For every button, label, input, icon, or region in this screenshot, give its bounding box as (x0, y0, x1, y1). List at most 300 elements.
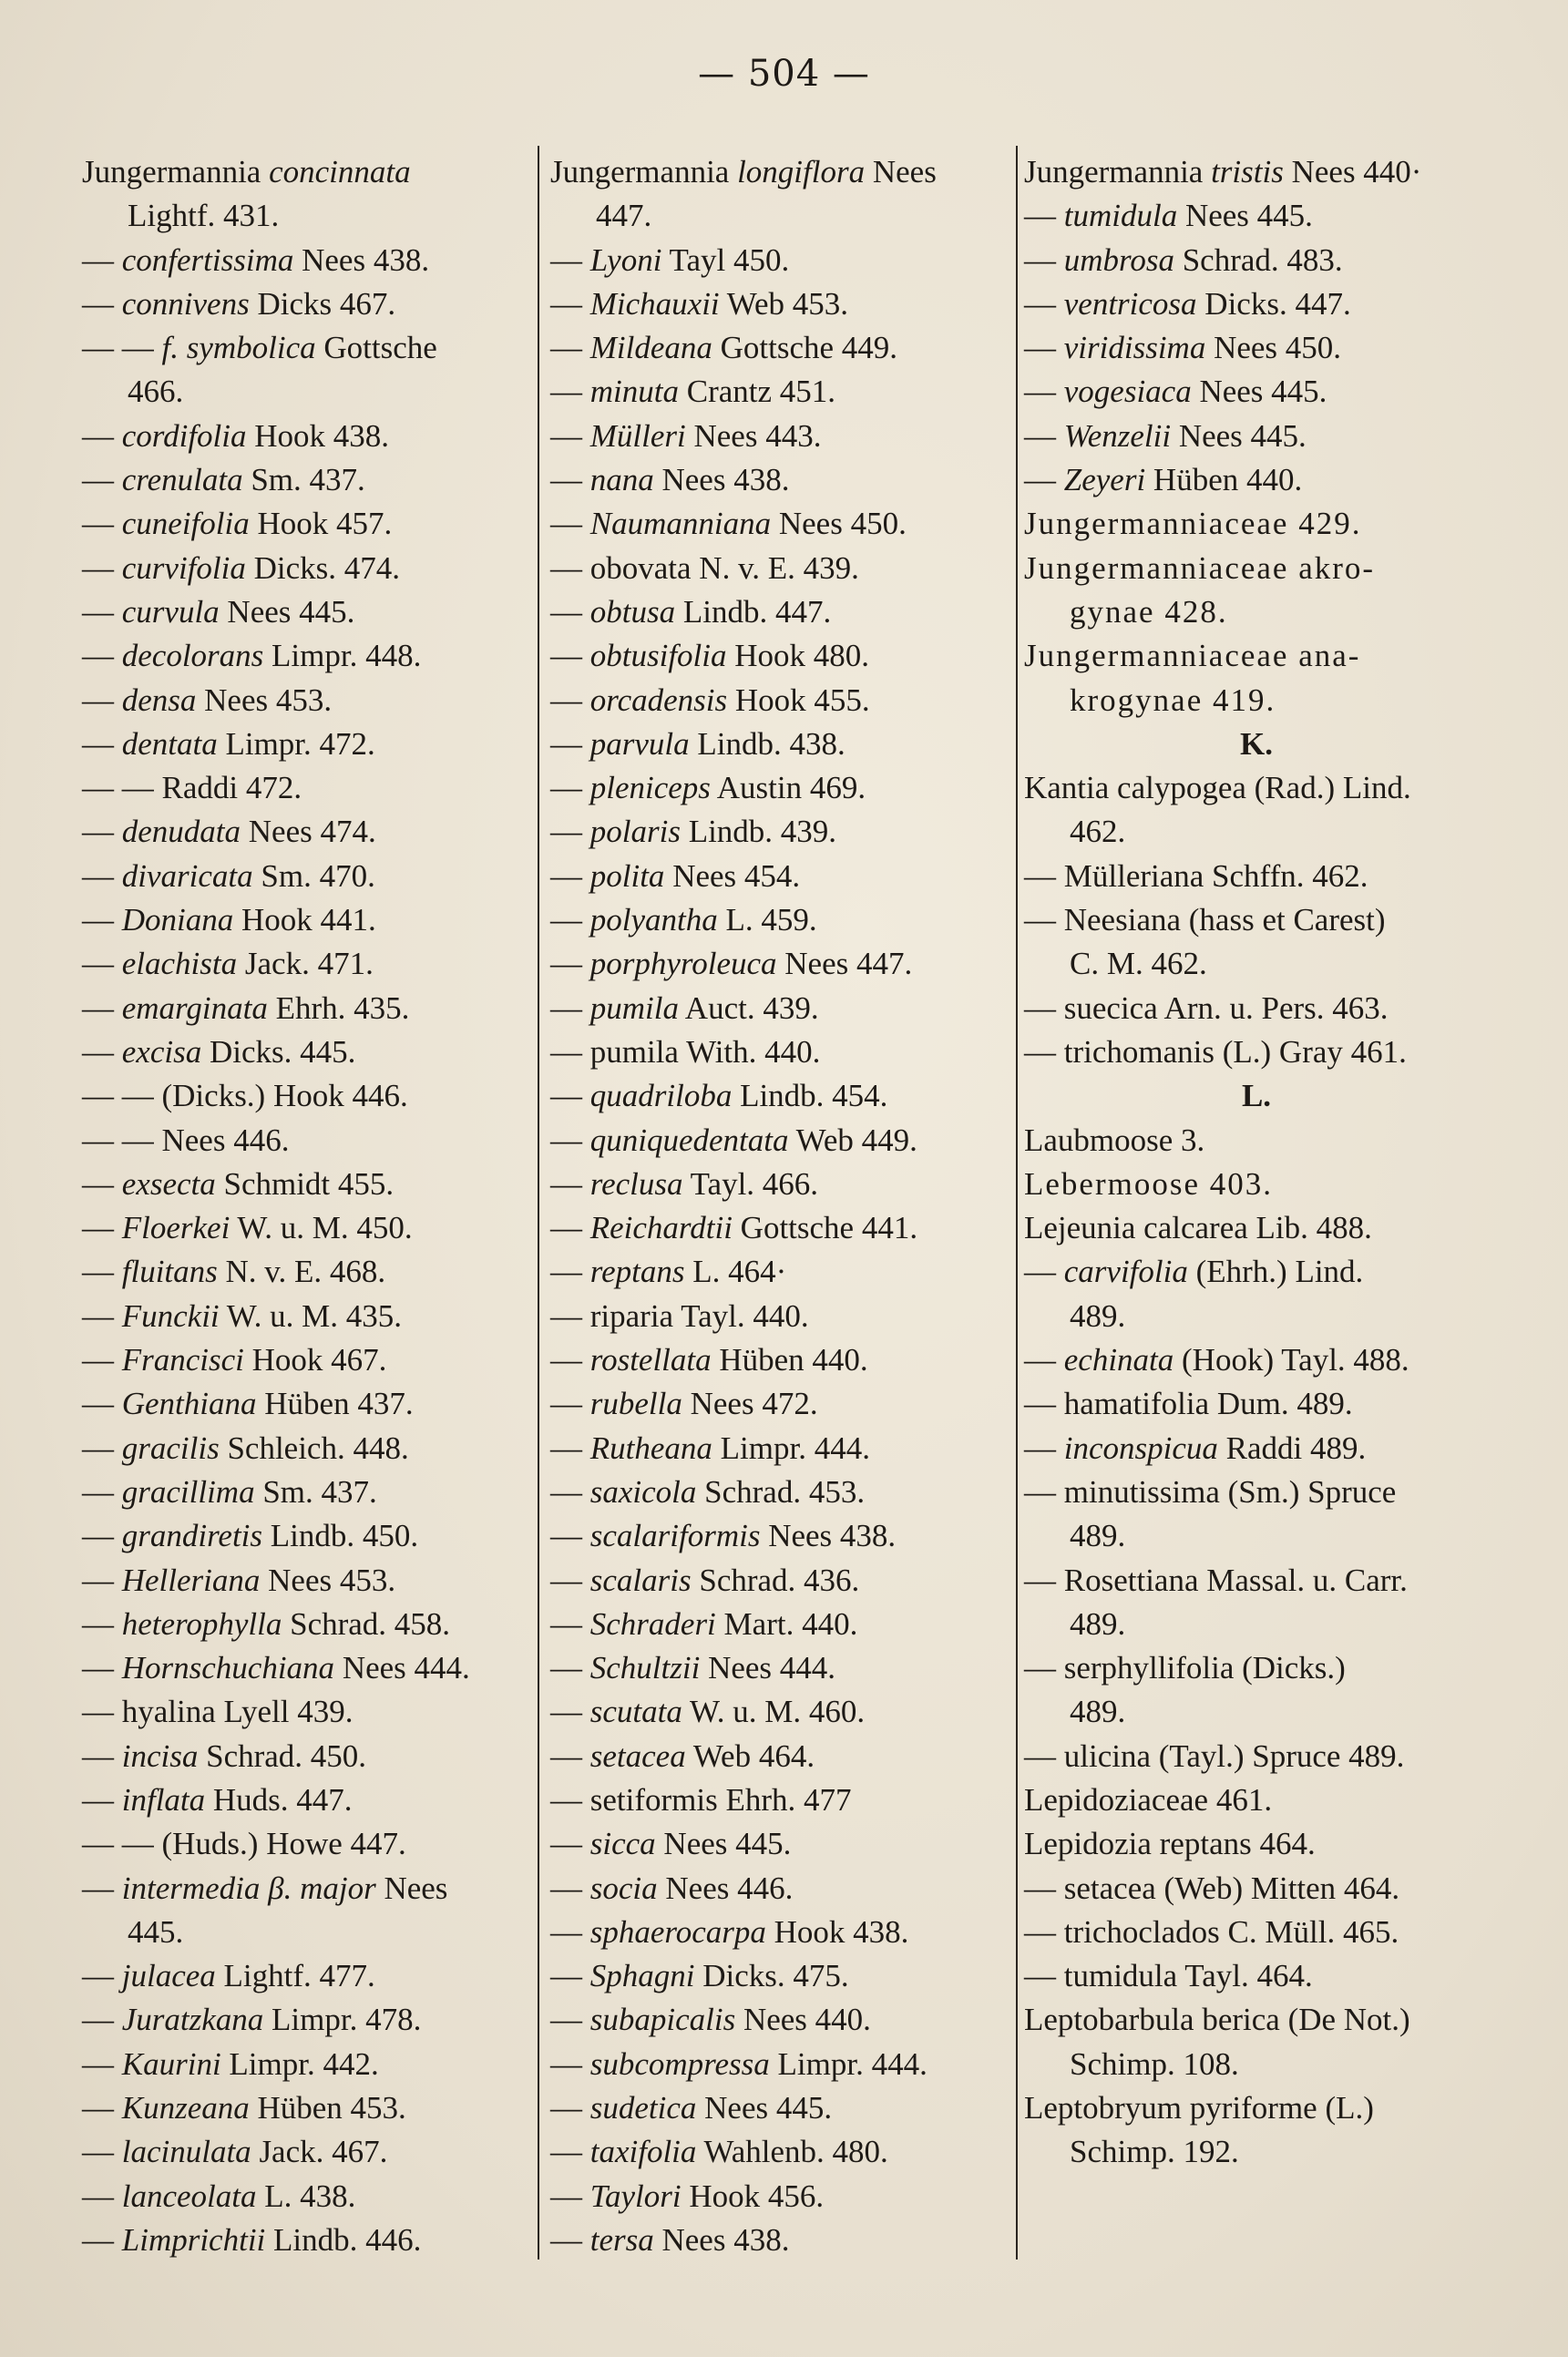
index-entry (550, 1295, 999, 1338)
entry-post: Hüben 440. (1145, 462, 1303, 498)
index-entry (550, 239, 999, 282)
index-entry (1024, 1206, 1489, 1250)
entry-em: Sphagni (589, 1958, 695, 1994)
entry-pre: — (82, 593, 122, 630)
index-entry (1024, 1382, 1489, 1426)
entry-post: L. 464· (684, 1254, 787, 1290)
entry-em: inflata (121, 1781, 206, 1818)
entry-post: Hook 457. (249, 506, 393, 542)
entry-em: crenulata (121, 462, 243, 498)
index-entry (1024, 1471, 1489, 1514)
entry-pre: — (550, 330, 590, 366)
index-entry (550, 1603, 999, 1646)
entry-post: Nees 450. (1205, 330, 1342, 366)
entry-em: emarginata (121, 989, 268, 1026)
entry-pre: — (550, 1210, 590, 1246)
entry-pre: — — Nees 446. (82, 1122, 290, 1158)
index-entry (82, 634, 530, 678)
entry-pre: K. (1240, 725, 1273, 762)
entry-post: Nees 445. (1191, 374, 1327, 410)
index-entry (550, 282, 999, 326)
entry-pre: — (82, 1033, 122, 1070)
entry-pre: Lejeunia calcarea Lib. 488. (1024, 1210, 1372, 1246)
index-entry (82, 1911, 530, 1954)
entry-pre: — (550, 1165, 590, 1202)
entry-pre: — (550, 1342, 590, 1378)
entry-post: Nees 444. (334, 1650, 470, 1686)
entry-post: Hüben 440. (711, 1342, 868, 1378)
entry-post: Tayl 450. (661, 241, 790, 278)
entry-pre: Leptobarbula berica (De Not.) (1024, 2002, 1410, 2038)
index-entry (550, 1735, 999, 1778)
index-entry (550, 1954, 999, 1998)
entry-pre: — (82, 2134, 122, 2170)
index-entry (82, 766, 530, 810)
entry-post: Dicks. 474. (245, 549, 400, 586)
entry-pre: — (82, 506, 122, 542)
entry-pre: 462. (1070, 814, 1126, 850)
entry-pre: — (550, 2002, 590, 2038)
index-entry (82, 1471, 530, 1514)
index-entry (550, 1778, 999, 1822)
entry-pre: — (1024, 1254, 1064, 1290)
entry-post: Nees (865, 154, 937, 190)
index-entry (82, 1382, 530, 1426)
index-entry (550, 502, 999, 546)
entry-em: taxifolia (589, 2134, 697, 2170)
entry-pre: — (550, 1913, 590, 1950)
entry-pre: — serphyllifolia (Dicks.) (1024, 1650, 1346, 1686)
entry-pre: — Rosettiana Massal. u. Carr. (1024, 1562, 1408, 1598)
entry-post: Auct. 439. (678, 989, 819, 1026)
index-entry (550, 2086, 999, 2130)
entry-em: Michauxii (589, 285, 720, 322)
entry-post: Nees 472. (682, 1386, 818, 1422)
entry-em: intermedia β. major (121, 1870, 376, 1906)
index-entry (550, 2130, 999, 2174)
entry-post: Nees 445. (696, 2090, 833, 2126)
index-entry (82, 415, 530, 458)
entry-post: Schrad. 483. (1173, 241, 1343, 278)
entry-pre: — (550, 1605, 590, 1642)
entry-post: Sm. 470. (252, 857, 375, 894)
entry-pre: — (550, 1826, 590, 1862)
index-entry (550, 855, 999, 898)
entry-pre: — minutissima (Sm.) Spruce (1024, 1473, 1397, 1510)
entry-pre: — (550, 1958, 590, 1994)
index-entry (550, 150, 999, 194)
entry-pre: — (550, 681, 590, 718)
index-entry (82, 1822, 530, 1866)
entry-post: Jack. 467. (251, 2134, 388, 2170)
index-entry (82, 2219, 530, 2262)
entry-post: (Ehrh.) Lind. (1187, 1254, 1364, 1290)
index-entry (82, 547, 530, 590)
entry-pre: — (82, 417, 122, 454)
index-entry (82, 810, 530, 854)
index-entry (550, 2175, 999, 2219)
entry-em: elachista (121, 946, 238, 982)
entry-pre: krogynae 419. (1070, 681, 1276, 718)
entry-post: Nees 440. (735, 2002, 871, 2038)
entry-post: Raddi 489. (1217, 1430, 1367, 1466)
entry-em: exsecta (121, 1165, 216, 1202)
entry-post: Hook 438. (246, 417, 390, 454)
entry-em: sicca (589, 1826, 656, 1862)
entry-pre: — (82, 857, 122, 894)
page-number: — 504 — (698, 53, 870, 95)
entry-em: saxicola (589, 1473, 697, 1510)
entry-pre: — (82, 2090, 122, 2126)
index-entry (1024, 1778, 1489, 1822)
index-entry (82, 2086, 530, 2130)
index-entry (550, 1911, 999, 1954)
entry-post: Nees 474. (241, 814, 376, 850)
entry-pre: — (1024, 330, 1064, 366)
index-entry (82, 855, 530, 898)
entry-post: Web 464. (685, 1737, 815, 1774)
entry-post: L. 459. (717, 902, 817, 938)
index-entry (550, 1427, 999, 1471)
entry-pre: gynae 428. (1070, 593, 1228, 630)
entry-post: Nees 446. (657, 1870, 794, 1906)
entry-pre: — (550, 902, 590, 938)
entry-post: Hook 455. (727, 681, 870, 718)
index-entry (1024, 239, 1489, 282)
index-column-1 (82, 150, 530, 2262)
index-entry (1024, 810, 1489, 854)
entry-pre: — (550, 1562, 590, 1598)
entry-em: decolorans (121, 638, 264, 674)
entry-em: lacinulata (121, 2134, 251, 2170)
entry-em: carvifolia (1063, 1254, 1188, 1290)
index-entry (550, 1074, 999, 1118)
entry-em: quniquedentata (589, 1122, 789, 1158)
entry-pre: — (82, 2221, 122, 2258)
index-entry (82, 1295, 530, 1338)
entry-pre: — (82, 1518, 122, 1554)
index-entry (550, 1471, 999, 1514)
index-entry (550, 1338, 999, 1382)
index-column-2 (550, 150, 999, 2262)
index-entry (1024, 547, 1489, 590)
entry-post: Dicks. 445. (201, 1033, 356, 1070)
entry-post: Web 453. (719, 285, 849, 322)
entry-pre: — (82, 1650, 122, 1686)
index-entry (550, 370, 999, 414)
entry-post: W. u. M. 450. (230, 1210, 413, 1246)
entry-post: Nees 438. (760, 1518, 897, 1554)
entry-post: Schmidt 455. (215, 1165, 395, 1202)
entry-pre: Schimp. 192. (1070, 2134, 1239, 2170)
entry-post: Hook 467. (243, 1342, 387, 1378)
index-entry (550, 679, 999, 722)
entry-em: Rutheana (589, 1430, 712, 1466)
entry-pre: — (550, 1650, 590, 1686)
index-entry (82, 150, 530, 194)
entry-post: Dicks. 475. (694, 1958, 849, 1994)
index-entry (1024, 1735, 1489, 1778)
entry-pre: — (82, 241, 122, 278)
index-entry (82, 898, 530, 942)
entry-post: Sm. 437. (254, 1473, 377, 1510)
entry-em: confertissima (121, 241, 294, 278)
entry-em: orcadensis (589, 681, 728, 718)
entry-pre: — (550, 725, 590, 762)
entry-post: Schrad. 458. (282, 1605, 451, 1642)
entry-post: Hook 441. (233, 902, 376, 938)
index-entry (550, 1998, 999, 2042)
entry-pre: Leptobryum pyriforme (L.) (1024, 2090, 1374, 2126)
index-entry (82, 326, 530, 370)
index-entry (550, 766, 999, 810)
entry-post: Ehrh. 435. (267, 989, 410, 1026)
index-entry (1024, 1119, 1489, 1163)
section-heading (1024, 1074, 1489, 1118)
entry-em: Zeyeri (1063, 462, 1146, 498)
entry-em: socia (589, 1870, 658, 1906)
entry-post: Nees 438. (653, 2221, 790, 2258)
entry-pre: — (550, 1694, 590, 1730)
index-entry (550, 1382, 999, 1426)
index-entry (1024, 1822, 1489, 1866)
entry-post: Nees 450. (771, 506, 907, 542)
index-entry (82, 1690, 530, 1734)
entry-em: lanceolata (121, 2178, 257, 2214)
entry-pre: — (82, 1165, 122, 1202)
entry-pre: — (1024, 462, 1064, 498)
entry-pre: Lebermoose 403. (1024, 1165, 1273, 1202)
entry-em: longiflora (737, 154, 866, 190)
index-entry (1024, 1030, 1489, 1074)
entry-pre: — hyalina Lyell 439. (82, 1694, 354, 1730)
index-entry (1024, 942, 1489, 986)
entry-em: divaricata (121, 857, 253, 894)
entry-em: Funckii (121, 1297, 220, 1334)
entry-em: rubella (589, 1386, 682, 1422)
entry-pre: — — (82, 330, 162, 366)
index-entry (82, 1427, 530, 1471)
entry-em: connivens (121, 285, 250, 322)
entry-em: Genthiana (121, 1386, 257, 1422)
entry-em: Kunzeana (121, 2090, 250, 2126)
entry-pre: — (82, 1781, 122, 1818)
entry-pre: — (550, 857, 590, 894)
entry-pre: — (1024, 1342, 1064, 1378)
index-entry (550, 1250, 999, 1294)
entry-em: umbrosa (1063, 241, 1174, 278)
entry-post: Austin 469. (710, 770, 866, 806)
entry-pre: — (550, 1386, 590, 1422)
entry-pre: — (550, 417, 590, 454)
entry-em: Naumanniana (589, 506, 772, 542)
index-entry (1024, 1250, 1489, 1294)
entry-post: Nees 453. (196, 681, 333, 718)
index-entry (82, 282, 530, 326)
index-entry (1024, 1867, 1489, 1911)
entry-post: Nees 443. (685, 417, 822, 454)
entry-post: Tayl. 466. (682, 1165, 819, 1202)
index-entry (82, 1030, 530, 1074)
entry-pre: 489. (1070, 1694, 1126, 1730)
entry-pre: — (1024, 417, 1064, 454)
entry-post: N. v. E. 468. (217, 1254, 386, 1290)
entry-pre: 489. (1070, 1297, 1126, 1334)
index-entry (550, 1690, 999, 1734)
entry-pre: 447. (596, 198, 652, 234)
entry-em: scalariformis (589, 1518, 761, 1554)
entry-em: Kaurini (121, 2045, 221, 2082)
index-entry (1024, 1954, 1489, 1998)
entry-em: quadriloba (589, 1078, 733, 1114)
entry-pre: — (550, 1473, 590, 1510)
index-entry (82, 1163, 530, 1206)
entry-pre: — (82, 1473, 122, 1510)
entry-post: Huds. 447. (205, 1781, 353, 1818)
entry-em: Lyoni (589, 241, 662, 278)
index-entry (550, 326, 999, 370)
entry-em: setacea (589, 1737, 686, 1774)
entry-em: tristis (1211, 154, 1284, 190)
index-entry (1024, 855, 1489, 898)
entry-em: obtusa (589, 593, 676, 630)
entry-post: Schrad. 436. (691, 1562, 860, 1598)
entry-post: Nees 438. (653, 462, 790, 498)
index-entry (1024, 1998, 1489, 2042)
entry-em: scalaris (589, 1562, 692, 1598)
entry-em: Floerkei (121, 1210, 231, 1246)
entry-pre: — ulicina (Tayl.) Spruce 489. (1024, 1737, 1405, 1774)
entry-em: scutata (589, 1694, 682, 1730)
entry-em: incisa (121, 1737, 199, 1774)
entry-em: subapicalis (589, 2002, 736, 2038)
entry-em: julacea (121, 1958, 216, 1994)
index-entry (1024, 415, 1489, 458)
index-entry (1024, 1163, 1489, 1206)
index-entry (550, 1119, 999, 1163)
index-entry (82, 679, 530, 722)
index-entry (550, 458, 999, 502)
entry-em: f. symbolica (161, 330, 316, 366)
entry-pre: — trichomanis (L.) Gray 461. (1024, 1033, 1407, 1070)
index-entry (1024, 326, 1489, 370)
entry-post: Lindb. 447. (675, 593, 832, 630)
entry-em: Limprichtii (121, 2221, 266, 2258)
entry-pre: — (82, 1870, 122, 1906)
index-entry (550, 194, 999, 238)
entry-pre: — (550, 2134, 590, 2170)
index-entry (82, 722, 530, 766)
entry-pre: — (82, 902, 122, 938)
entry-post: Nees 453. (260, 1562, 396, 1598)
index-entry (550, 634, 999, 678)
index-entry (82, 1603, 530, 1646)
entry-post: Lindb. 454. (732, 1078, 888, 1114)
entry-pre: — (550, 638, 590, 674)
entry-pre: Lightf. 431. (128, 198, 280, 234)
entry-post: Limpr. 472. (217, 725, 375, 762)
entry-pre: — (550, 770, 590, 806)
index-entry (82, 1954, 530, 1998)
index-entry (82, 1998, 530, 2042)
entry-em: cordifolia (121, 417, 247, 454)
index-entry (82, 239, 530, 282)
entry-post: (Hook) Tayl. 488. (1173, 1342, 1409, 1378)
entry-post: Dicks 467. (249, 285, 396, 322)
entry-post: Limpr. 448. (263, 638, 422, 674)
entry-em: Francisci (121, 1342, 244, 1378)
index-entry (82, 1646, 530, 1690)
entry-pre: — (550, 2221, 590, 2258)
entry-post: Lindb. 446. (265, 2221, 422, 2258)
entry-pre: — (82, 462, 122, 498)
index-entry (82, 370, 530, 414)
entry-em: Doniana (121, 902, 234, 938)
entry-pre: — (1024, 198, 1064, 234)
entry-pre: Jungermanniaceae akro- (1024, 549, 1376, 586)
index-entry (550, 415, 999, 458)
index-entry (82, 590, 530, 634)
entry-pre: — (550, 989, 590, 1026)
entry-pre: — (550, 1737, 590, 1774)
entry-post: Hook 438. (765, 1913, 909, 1950)
entry-post: Nees 445. (1171, 417, 1307, 454)
section-heading (1024, 722, 1489, 766)
entry-pre: — (550, 1122, 590, 1158)
entry-pre: Jungermannia (550, 154, 738, 190)
entry-pre: — suecica Arn. u. Pers. 463. (1024, 989, 1389, 1026)
column-divider (1016, 146, 1018, 2260)
entry-post: W. u. M. 435. (219, 1297, 402, 1334)
entry-pre: — (82, 1430, 122, 1466)
entry-pre: Lepidoziaceae 461. (1024, 1781, 1273, 1818)
entry-em: Schraderi (589, 1605, 716, 1642)
entry-pre: 466. (128, 374, 184, 410)
entry-pre: — (550, 1518, 590, 1554)
index-entry (1024, 1427, 1489, 1471)
entry-pre: — (550, 2090, 590, 2126)
entry-em: grandiretis (121, 1518, 263, 1554)
entry-post: Schleich. 448. (219, 1430, 409, 1466)
entry-post: Wahlenb. 480. (696, 2134, 888, 2170)
index-entry (550, 2043, 999, 2086)
entry-post: Gottsche 449. (712, 330, 898, 366)
entry-pre: — (82, 285, 122, 322)
entry-post: Gottsche 441. (732, 1210, 918, 1246)
entry-post: Lindb. 439. (680, 814, 837, 850)
entry-pre: Jungermanniaceae 429. (1024, 506, 1362, 542)
entry-pre: Laubmoose 3. (1024, 1122, 1205, 1158)
entry-post: Lightf. 477. (215, 1958, 375, 1994)
entry-em: curvifolia (121, 549, 246, 586)
entry-em: pleniceps (589, 770, 711, 806)
index-entry (1024, 1295, 1489, 1338)
entry-pre: — (1024, 285, 1064, 322)
index-entry (82, 1514, 530, 1558)
index-entry (82, 1559, 530, 1603)
entry-post: Nees 447. (776, 946, 913, 982)
entry-em: dentata (121, 725, 218, 762)
entry-em: echinata (1063, 1342, 1174, 1378)
entry-em: polaris (589, 814, 681, 850)
index-entry (1024, 1690, 1489, 1734)
entry-em: reclusa (589, 1165, 683, 1202)
entry-pre: — (82, 549, 122, 586)
index-entry (82, 458, 530, 502)
entry-pre: 489. (1070, 1518, 1126, 1554)
index-entry (82, 1867, 530, 1911)
entry-pre: Jungermanniaceae ana- (1024, 638, 1361, 674)
